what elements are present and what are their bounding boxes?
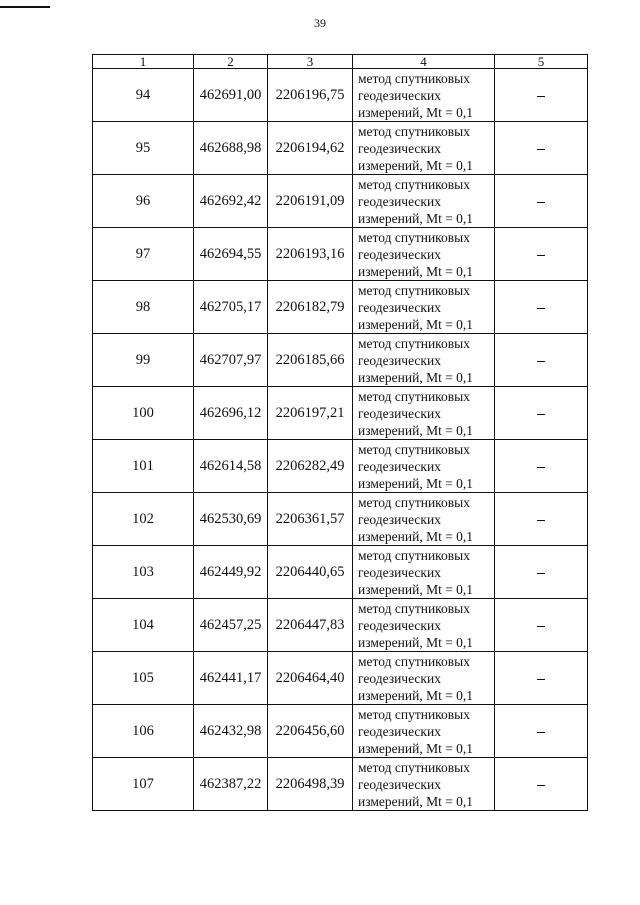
y-coordinate-cell: 2206182,79: [268, 281, 353, 334]
method-line: метод спутниковых: [358, 123, 470, 139]
description-cell: [495, 228, 588, 281]
x-coordinate-cell: 462614,58: [194, 440, 268, 493]
column-header-point-number: 1: [93, 55, 194, 69]
method-cell: [353, 440, 495, 493]
x-coordinate-cell: 462432,98: [194, 705, 268, 758]
table-header-row: [93, 55, 588, 69]
method-line: измерений, Mt = 0,1: [358, 104, 474, 120]
description-cell: [495, 334, 588, 387]
method-cell: [353, 281, 495, 334]
description-cell: [495, 122, 588, 175]
point-number-cell: 102: [93, 493, 194, 546]
dash-mark: [537, 202, 545, 203]
method-line: измерений, Mt = 0,1: [358, 687, 474, 703]
description-cell: [495, 546, 588, 599]
method-line: измерений, Mt = 0,1: [358, 422, 474, 438]
coordinates-table: [92, 54, 588, 811]
point-number-cell: 98: [93, 281, 194, 334]
table-row: [93, 493, 588, 546]
x-coordinate-cell: 462705,17: [194, 281, 268, 334]
y-coordinate-cell: 2206361,57: [268, 493, 353, 546]
method-cell: [353, 599, 495, 652]
y-coordinate-cell: 2206456,60: [268, 705, 353, 758]
dash-mark: [537, 573, 545, 574]
description-cell: [495, 440, 588, 493]
y-coordinate-cell: 2206191,09: [268, 175, 353, 228]
method-cell: [353, 175, 495, 228]
table-row: [93, 652, 588, 705]
method-line: измерений, Mt = 0,1: [358, 263, 474, 279]
method-cell: [353, 387, 495, 440]
method-line: геодезических: [358, 723, 441, 739]
x-coordinate-cell: 462449,92: [194, 546, 268, 599]
y-coordinate-cell: 2206447,83: [268, 599, 353, 652]
column-header-x: 2: [194, 55, 268, 69]
point-number-cell: 101: [93, 440, 194, 493]
y-coordinate-cell: 2206464,40: [268, 652, 353, 705]
method-line: геодезических: [358, 511, 441, 527]
y-coordinate-cell: 2206193,16: [268, 228, 353, 281]
description-cell: [495, 652, 588, 705]
dash-mark: [537, 414, 545, 415]
method-line: геодезических: [358, 670, 441, 686]
y-coordinate-cell: 2206196,75: [268, 69, 353, 122]
method-line: метод спутниковых: [358, 600, 470, 616]
page-number: 39: [314, 16, 326, 30]
method-line: измерений, Mt = 0,1: [358, 793, 474, 809]
y-coordinate-cell: 2206282,49: [268, 440, 353, 493]
dash-mark: [537, 308, 545, 309]
top-rule: [0, 6, 50, 8]
method-line: метод спутниковых: [358, 441, 470, 457]
method-line: метод спутниковых: [358, 335, 470, 351]
method-line: геодезических: [358, 617, 441, 633]
description-cell: [495, 387, 588, 440]
method-line: метод спутниковых: [358, 388, 470, 404]
method-cell: [353, 493, 495, 546]
method-line: геодезических: [358, 140, 441, 156]
method-line: геодезических: [358, 87, 441, 103]
dash-mark: [537, 626, 545, 627]
description-cell: [495, 493, 588, 546]
method-line: геодезических: [358, 405, 441, 421]
method-line: геодезических: [358, 458, 441, 474]
method-line: метод спутниковых: [358, 282, 470, 298]
method-line: измерений, Mt = 0,1: [358, 581, 474, 597]
method-cell: [353, 334, 495, 387]
column-header-description: 5: [495, 55, 588, 69]
description-cell: [495, 705, 588, 758]
method-cell: [353, 122, 495, 175]
dash-mark: [537, 255, 545, 256]
point-number-cell: 100: [93, 387, 194, 440]
table-row: [93, 387, 588, 440]
table-row: [93, 69, 588, 122]
method-line: измерений, Mt = 0,1: [358, 369, 474, 385]
method-line: метод спутниковых: [358, 653, 470, 669]
method-line: геодезических: [358, 193, 441, 209]
dash-mark: [537, 520, 545, 521]
y-coordinate-cell: 2206498,39: [268, 758, 353, 811]
point-number-cell: 96: [93, 175, 194, 228]
method-cell: [353, 69, 495, 122]
point-number-cell: 106: [93, 705, 194, 758]
table-row: [93, 281, 588, 334]
point-number-cell: 95: [93, 122, 194, 175]
method-line: метод спутниковых: [358, 70, 470, 86]
y-coordinate-cell: 2206194,62: [268, 122, 353, 175]
description-cell: [495, 175, 588, 228]
x-coordinate-cell: 462696,12: [194, 387, 268, 440]
method-line: метод спутниковых: [358, 547, 470, 563]
table-row: [93, 546, 588, 599]
method-line: измерений, Mt = 0,1: [358, 634, 474, 650]
dash-mark: [537, 785, 545, 786]
description-cell: [495, 758, 588, 811]
y-coordinate-cell: 2206197,21: [268, 387, 353, 440]
method-line: измерений, Mt = 0,1: [358, 210, 474, 226]
method-cell: [353, 705, 495, 758]
point-number-cell: 107: [93, 758, 194, 811]
x-coordinate-cell: 462692,42: [194, 175, 268, 228]
point-number-cell: 97: [93, 228, 194, 281]
point-number-cell: 103: [93, 546, 194, 599]
description-cell: [495, 281, 588, 334]
table-row: [93, 758, 588, 811]
table-row: [93, 440, 588, 493]
method-line: геодезических: [358, 776, 441, 792]
method-cell: [353, 652, 495, 705]
dash-mark: [537, 96, 545, 97]
x-coordinate-cell: 462688,98: [194, 122, 268, 175]
method-line: геодезических: [358, 246, 441, 262]
x-coordinate-cell: 462691,00: [194, 69, 268, 122]
x-coordinate-cell: 462694,55: [194, 228, 268, 281]
table-row: [93, 705, 588, 758]
dash-mark: [537, 732, 545, 733]
point-number-cell: 99: [93, 334, 194, 387]
method-line: геодезических: [358, 352, 441, 368]
method-line: метод спутниковых: [358, 759, 470, 775]
table-row: [93, 228, 588, 281]
x-coordinate-cell: 462441,17: [194, 652, 268, 705]
method-cell: [353, 758, 495, 811]
x-coordinate-cell: 462457,25: [194, 599, 268, 652]
method-line: измерений, Mt = 0,1: [358, 528, 474, 544]
y-coordinate-cell: 2206440,65: [268, 546, 353, 599]
x-coordinate-cell: 462707,97: [194, 334, 268, 387]
method-cell: [353, 546, 495, 599]
method-line: метод спутниковых: [358, 706, 470, 722]
column-header-method: 4: [353, 55, 495, 69]
x-coordinate-cell: 462530,69: [194, 493, 268, 546]
description-cell: [495, 69, 588, 122]
table-row: [93, 175, 588, 228]
table-row: [93, 122, 588, 175]
method-line: измерений, Mt = 0,1: [358, 316, 474, 332]
column-header-y: 3: [268, 55, 353, 69]
table-row: [93, 334, 588, 387]
dash-mark: [537, 679, 545, 680]
y-coordinate-cell: 2206185,66: [268, 334, 353, 387]
point-number-cell: 105: [93, 652, 194, 705]
x-coordinate-cell: 462387,22: [194, 758, 268, 811]
method-line: геодезических: [358, 564, 441, 580]
dash-mark: [537, 467, 545, 468]
method-line: метод спутниковых: [358, 229, 470, 245]
table-row: [93, 599, 588, 652]
description-cell: [495, 599, 588, 652]
dash-mark: [537, 149, 545, 150]
method-line: измерений, Mt = 0,1: [358, 740, 474, 756]
point-number-cell: 94: [93, 69, 194, 122]
point-number-cell: 104: [93, 599, 194, 652]
method-line: измерений, Mt = 0,1: [358, 475, 474, 491]
method-line: геодезических: [358, 299, 441, 315]
method-line: метод спутниковых: [358, 176, 470, 192]
method-line: измерений, Mt = 0,1: [358, 157, 474, 173]
method-cell: [353, 228, 495, 281]
method-line: метод спутниковых: [358, 494, 470, 510]
dash-mark: [537, 361, 545, 362]
